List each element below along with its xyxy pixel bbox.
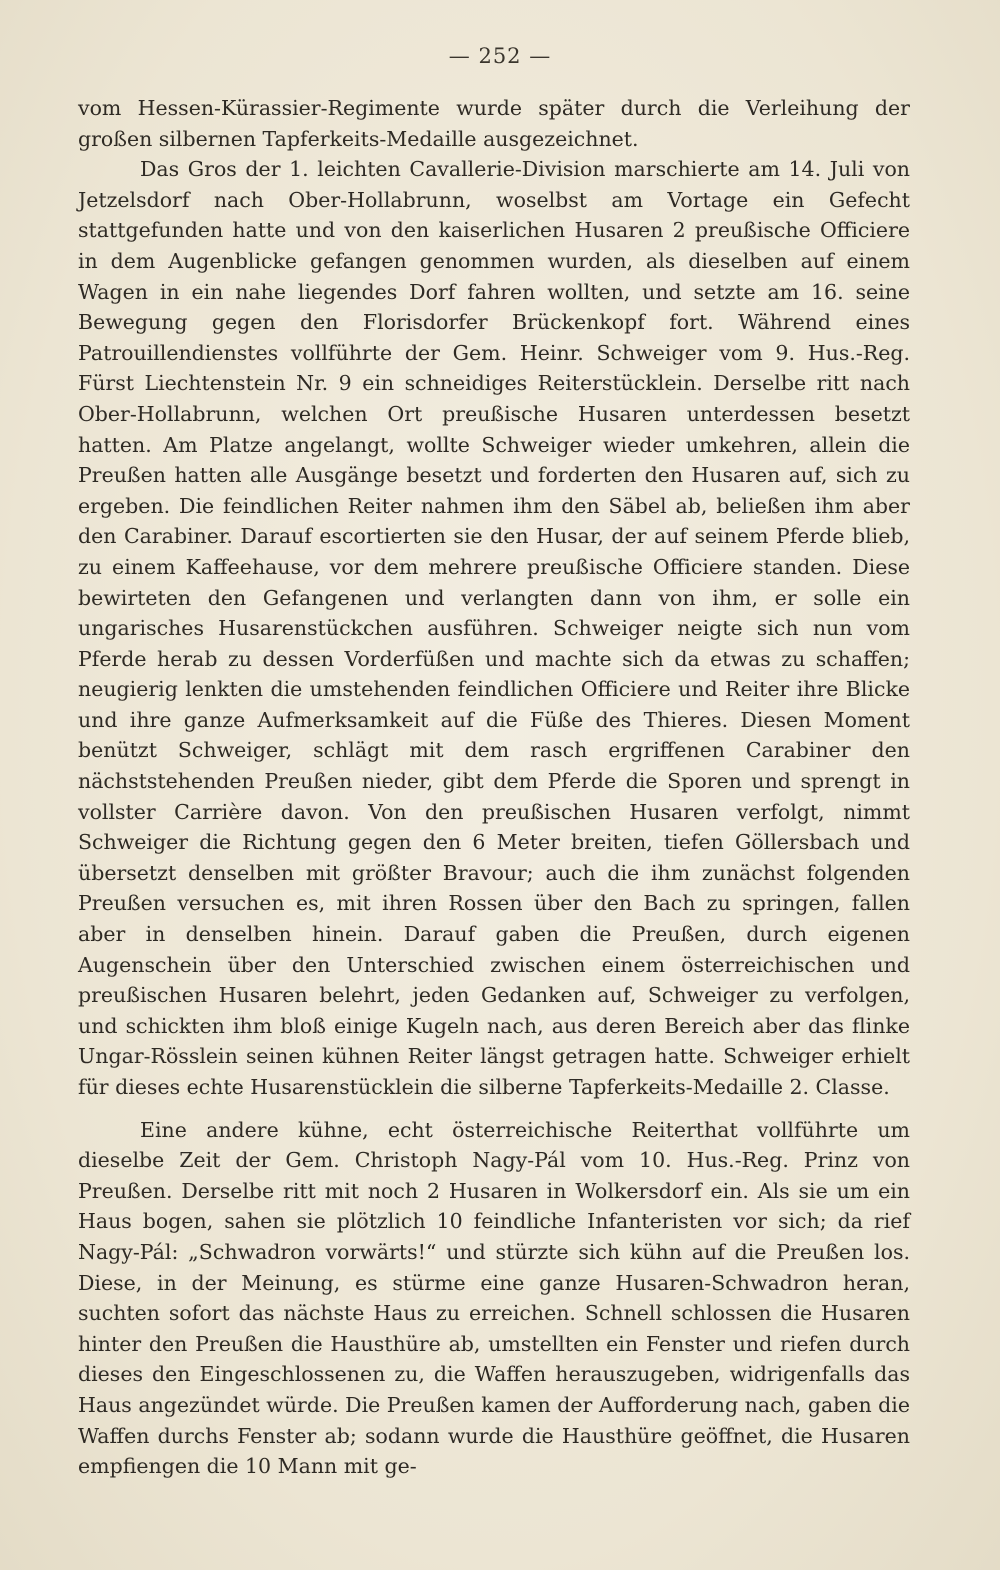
page-number: — 252 — [448, 44, 552, 68]
paragraph-schweiger: Das Gros der 1. leichten Cavallerie-Division marschierte am 14. Juli von Jetzelsdorf nach Ober-Hollabrunn, woselbst am Vortage ein Gefecht stattgefunden hatte und von den kaiserlichen Husaren 2 preußische Officiere in dem Augenblicke gefangen genommen wurden, als dieselben auf einem Wagen in ein nahe liegendes Dorf fahren wollten, und setzte am 16. seine Bewegung gegen den Florisdorfer Brückenkopf fort. Während eines Patrouillendienstes vollführte der Gem. Heinr. Schweiger vom 9. Hus.-Reg. Fürst Liechtenstein Nr. 9 ein schneidiges Reiterstücklein. Derselbe ritt nach Ober-Hollabrunn, welchen Ort preußische Husaren unterdessen besetzt hatten. Am Platze angelangt, wollte Schweiger wieder umkehren, allein die Preußen hatten alle Ausgänge besetzt und forderten den Husaren auf, sich zu ergeben. Die feindlichen Reiter nahmen ihm den Säbel ab, beließen ihm aber den Carabiner. Darauf escortierten sie den Husar, der auf seinem Pferde blieb, zu einem Kaffeehause, vor dem mehrere preußische Officiere standen. Diese bewirteten den Gefangenen und verlangten dann von ihm, er solle ein ungarisches Husarenstückchen ausführen. Schweiger neigte sich nun vom Pferde herab zu dessen Vorderfüßen und machte sich da etwas zu schaffen; neugierig lenkten die umstehenden feindlichen Officiere und Reiter ihre Blicke und ihre ganze Aufmerksamkeit auf die Füße des Thieres. Diesen Moment benützt Schweiger, schlägt mit dem rasch ergriffenen Carabiner den nächststehenden Preußen nieder, gibt dem Pferde die Sporen und sprengt in vollster Carrière davon. Von den preußischen Husaren verfolgt, nimmt Schweiger die Richtung gegen den 6 Meter breiten, tiefen Göllersbach und übersetzt denselben mit größter Bravour; auch die ihm zunächst folgenden Preußen versuchen es, mit ihren Rossen über den Bach zu springen, fallen aber in denselben hinein. Darauf gaben die Preußen, durch eigenen Augenschein über den Unterschied zwischen einem österreichischen und preußischen Husaren belehrt, jeden Gedanken auf, Schweiger zu verfolgen, und schickten ihm bloß einige Kugeln nach, aus deren Bereich aber das flinke Ungar-Rösslein seinen kühnen Reiter längst getragen hatte. Schweiger erhielt für dieses echte Husarenstücklein die silberne Tapferkeits-Medaille 2. Classe. [78, 157, 910, 1099]
paragraph-nagy-pal: Eine andere kühne, echt österreichische Reiterthat vollführte um dieselbe Zeit der Gem. Christoph Nagy-Pál vom 10. Hus.-Reg. Prinz von Preußen. Derselbe ritt mit noch 2 Husaren in Wolkersdorf ein. Als sie um ein Haus bogen, sahen sie plötzlich 10 feindliche Infanteristen vor sich; da rief Nagy-Pál: „Schwadron vorwärts!“ und stürzte sich kühn auf die Preußen los. Diese, in der Meinung, es stürme eine ganze Husaren-Schwadron heran, suchten sofort das nächste Haus zu erreichen. Schnell schlossen die Husaren hinter den Preußen die Hausthüre ab, umstellten ein Fenster und riefen durch dieses den Eingeschlossenen zu, die Waffen herauszugeben, widrigenfalls das Haus angezündet würde. Die Preußen kamen der Aufforderung nach, gaben die Waffen durchs Fenster ab; sodann wurde die Hausthüre geöffnet, die Husaren empfiengen die 10 Mann mit ge- [78, 1117, 910, 1479]
paragraph-continuation: vom Hessen-Kürassier-Regimente wurde später durch die Verleihung der großen silbernen Tapferkeits-Medaille ausgezeichnet. [78, 96, 910, 151]
body-text [78, 93, 910, 1482]
